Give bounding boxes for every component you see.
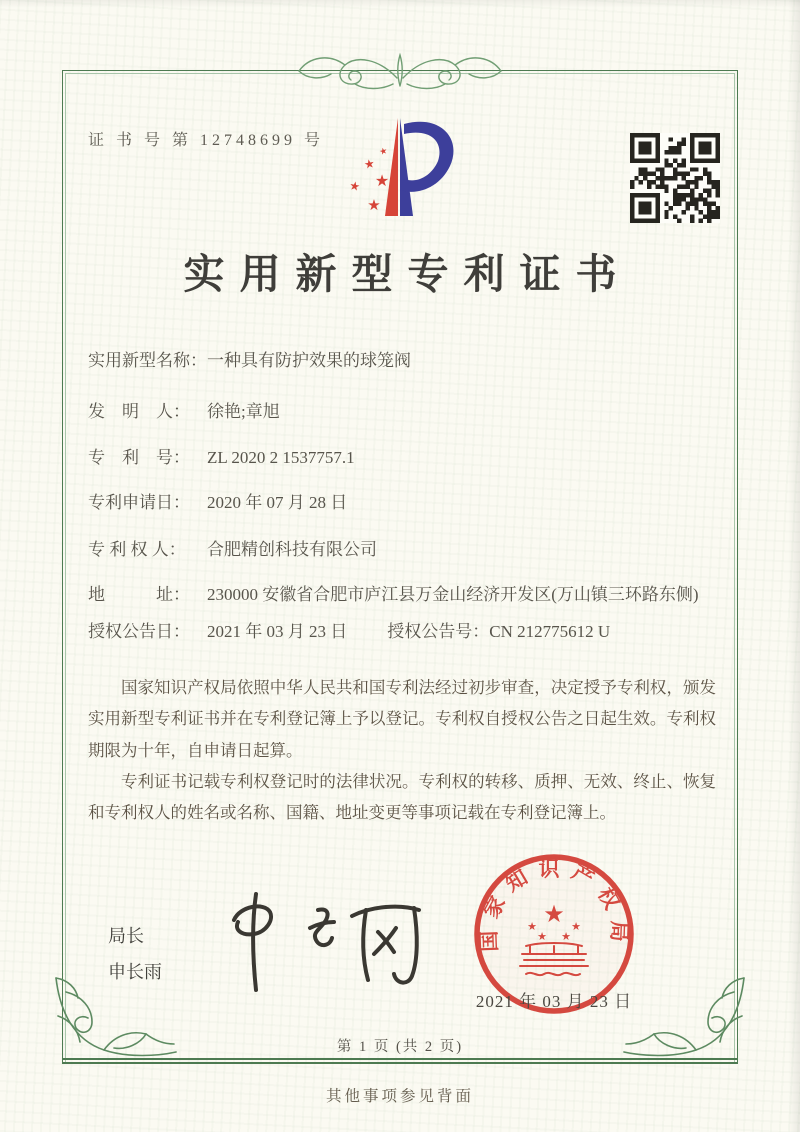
field-value: ZL 2020 2 1537757.1	[207, 448, 355, 467]
svg-text:★: ★	[374, 173, 390, 190]
field-row-patentee	[88, 537, 716, 562]
field-row-address	[88, 582, 716, 607]
field-label: 专 利 号：	[88, 448, 190, 467]
field-row-inventor	[88, 399, 716, 424]
qr-code	[630, 133, 720, 223]
grant-number-pair	[387, 619, 610, 644]
certificate-title: 实用新型专利证书	[183, 251, 632, 297]
legal-paragraph-2: 专利证书记载专利权登记时的法律状况。专利权的转移、质押、无效、终止、恢复和专利权人的姓名或名称、国籍、地址变更等事项记载在专利登记簿上。	[88, 772, 716, 823]
field-label: 地 址：	[88, 585, 190, 604]
svg-text:★: ★	[537, 931, 547, 943]
grant-number-value: CN 212775612 U	[489, 622, 611, 641]
signer-name: 申长雨	[108, 962, 162, 982]
legal-text	[88, 672, 716, 829]
field-label: 专利申请日：	[88, 493, 190, 512]
field-value: 2020 年 07 月 28 日	[207, 493, 348, 512]
qr-code-modules	[630, 133, 720, 223]
seal-text: 国家知识产权局	[476, 856, 632, 953]
page-number: 第 1 页 (共 2 页)	[336, 1039, 464, 1055]
field-value: 230000 安徽省合肥市庐江县万金山经济开发区(万山镇三环路东侧)	[207, 585, 699, 604]
field-row-utility-model-name	[88, 348, 716, 373]
field-label: 实用新型名称：	[88, 351, 207, 370]
field-row-grant	[88, 619, 716, 644]
svg-text:★: ★	[543, 902, 565, 928]
signer-title: 局长	[108, 926, 144, 946]
svg-text:★: ★	[561, 931, 571, 943]
field-value: 徐艳;章旭	[207, 402, 280, 421]
scan-edge-shadow	[788, 0, 800, 1132]
commissioner-signature	[214, 888, 436, 998]
seal-date: 2021 年 03 月 23 日	[475, 992, 633, 1011]
field-row-patent-number	[88, 445, 716, 470]
grant-date-label: 授权公告日：	[88, 622, 190, 641]
field-row-application-date	[88, 490, 716, 515]
svg-text:★: ★	[348, 178, 362, 194]
svg-text:★: ★	[367, 198, 381, 214]
svg-text:★: ★	[527, 921, 537, 933]
svg-text:★: ★	[571, 921, 581, 933]
certificate-number: 证 书 号 第 12748699 号	[88, 132, 325, 149]
signer-block	[108, 918, 162, 990]
svg-text:★: ★	[362, 156, 376, 172]
certificate-fields	[88, 348, 716, 644]
svg-text:★: ★	[378, 145, 389, 157]
field-value: 合肥精创科技有限公司	[207, 540, 377, 559]
grant-date-pair	[88, 619, 347, 644]
field-label: 专 利 权 人：	[88, 540, 186, 559]
field-value: 一种具有防护效果的球笼阀	[207, 351, 411, 370]
legal-paragraph-1: 国家知识产权局依照中华人民共和国专利法经过初步审查，决定授予专利权，颁发实用新型专利证书并在专利登记簿上予以登记。专利权自授权公告之日起生效。专利权期限为十年，自申请日起算。	[88, 678, 716, 760]
scan-top-shadow	[0, 0, 800, 8]
floral-ornament-top-icon	[285, 46, 515, 94]
grant-number-label: 授权公告号：	[387, 622, 490, 641]
field-label: 发 明 人：	[88, 402, 190, 421]
cnipa-logo-icon	[332, 110, 477, 236]
back-side-note: 其他事项参见背面	[325, 1088, 474, 1105]
grant-date-value: 2021 年 03 月 23 日	[207, 622, 348, 641]
